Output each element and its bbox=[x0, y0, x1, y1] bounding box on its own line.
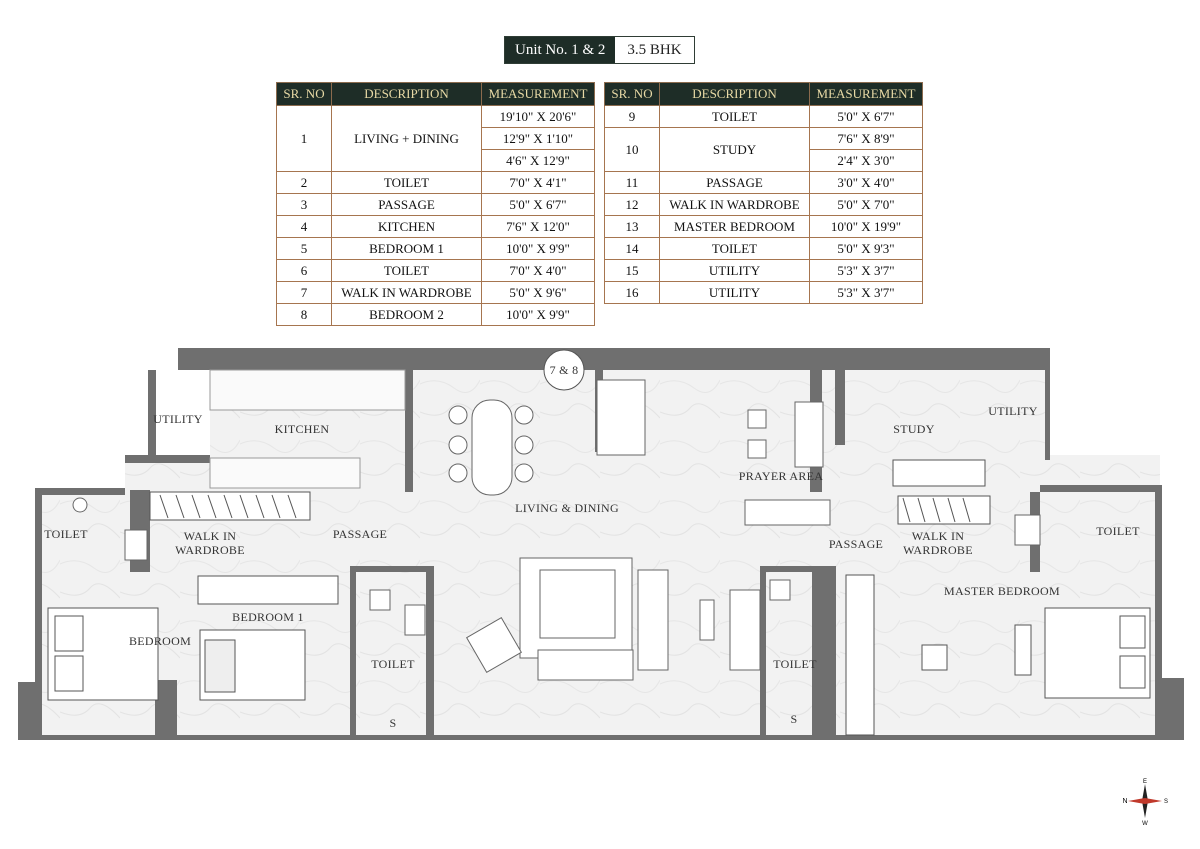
label-toilet-left: TOILET bbox=[44, 527, 88, 541]
measurement-cell: 12'9" X 1'10" bbox=[482, 128, 595, 150]
description-cell: WALK IN WARDROBE bbox=[332, 282, 482, 304]
table-row bbox=[605, 282, 923, 304]
unit-type: 3.5 BHK bbox=[615, 37, 693, 63]
compass-s: S bbox=[1163, 799, 1169, 805]
table-row bbox=[277, 260, 595, 282]
label-walk-in-right-1: WALK IN bbox=[911, 529, 965, 543]
table-row bbox=[277, 216, 595, 238]
measurement-cell: 4'6" X 12'9" bbox=[482, 150, 595, 172]
label-bedroom: BEDROOM bbox=[128, 634, 192, 648]
sr-no-cell: 6 bbox=[277, 260, 332, 282]
sr-no-cell: 12 bbox=[605, 194, 660, 216]
label-toilet-mid-left: TOILET bbox=[371, 657, 415, 671]
description-cell: TOILET bbox=[660, 238, 810, 260]
label-walk-in-left-2: WARDROBE bbox=[175, 543, 245, 557]
label-shaft-left: S bbox=[389, 716, 397, 730]
bedroom-1-bed bbox=[200, 630, 305, 700]
sr-no-cell: 13 bbox=[605, 216, 660, 238]
compass-n: N bbox=[1122, 798, 1128, 805]
description-cell: PASSAGE bbox=[660, 172, 810, 194]
description-cell: UTILITY bbox=[660, 260, 810, 282]
description-cell: BEDROOM 2 bbox=[332, 304, 482, 326]
sr-no-cell: 4 bbox=[277, 216, 332, 238]
measurement-cell: 5'0" X 9'3" bbox=[810, 238, 923, 260]
label-toilet-right: TOILET bbox=[1096, 524, 1140, 538]
measurement-cell: 7'6" X 12'0" bbox=[482, 216, 595, 238]
header-description: DESCRIPTION bbox=[332, 83, 482, 106]
sr-no-cell: 10 bbox=[605, 128, 660, 172]
label-walk-in-right-2: WARDROBE bbox=[903, 543, 973, 557]
table-row bbox=[605, 260, 923, 282]
kitchen-counter-top bbox=[210, 370, 405, 410]
label-passage-right: PASSAGE bbox=[828, 537, 884, 551]
description-cell: STUDY bbox=[660, 128, 810, 172]
lift-label: 7 & 8 bbox=[549, 363, 579, 377]
measurement-cell: 10'0" X 9'9" bbox=[482, 304, 595, 326]
header-measurement: MEASUREMENT bbox=[810, 83, 923, 106]
sr-no-cell: 14 bbox=[605, 238, 660, 260]
dining-table bbox=[449, 400, 533, 495]
table-row bbox=[277, 238, 595, 260]
sr-no-cell: 15 bbox=[605, 260, 660, 282]
measurement-cell: 10'0" X 19'9" bbox=[810, 216, 923, 238]
description-cell: WALK IN WARDROBE bbox=[660, 194, 810, 216]
description-cell: TOILET bbox=[332, 260, 482, 282]
table-row bbox=[605, 216, 923, 238]
table-header-row bbox=[605, 83, 923, 106]
table-row bbox=[605, 194, 923, 216]
sr-no-cell: 1 bbox=[277, 106, 332, 172]
table-row bbox=[277, 282, 595, 304]
measurement-cell: 5'0" X 6'7" bbox=[810, 106, 923, 128]
header-sr: SR. NO bbox=[605, 83, 660, 106]
header-sr: SR. NO bbox=[277, 83, 332, 106]
compass-icon bbox=[1120, 776, 1170, 826]
table-row bbox=[605, 106, 923, 128]
label-master-bedroom: MASTER BEDROOM bbox=[944, 584, 1060, 598]
table-row bbox=[605, 172, 923, 194]
description-cell: MASTER BEDROOM bbox=[660, 216, 810, 238]
compass-w: W bbox=[1142, 821, 1148, 826]
measurement-cell: 5'0" X 6'7" bbox=[482, 194, 595, 216]
sr-no-cell: 16 bbox=[605, 282, 660, 304]
description-cell: TOILET bbox=[332, 172, 482, 194]
sr-no-cell: 7 bbox=[277, 282, 332, 304]
label-shaft-right: S bbox=[790, 712, 798, 726]
label-passage-left: PASSAGE bbox=[332, 527, 388, 541]
label-utility-left: UTILITY bbox=[153, 412, 203, 426]
label-bedroom-1: BEDROOM 1 bbox=[232, 610, 304, 624]
sr-no-cell: 11 bbox=[605, 172, 660, 194]
measurement-cell: 7'0" X 4'1" bbox=[482, 172, 595, 194]
unit-badge bbox=[504, 36, 695, 64]
label-utility-right: UTILITY bbox=[988, 404, 1038, 418]
table-row bbox=[277, 106, 595, 128]
floor-plan bbox=[0, 340, 1200, 790]
measurement-cell: 19'10" X 20'6" bbox=[482, 106, 595, 128]
measurement-table-left bbox=[276, 82, 595, 326]
measurement-cell: 5'0" X 7'0" bbox=[810, 194, 923, 216]
table-row bbox=[605, 238, 923, 260]
description-cell: UTILITY bbox=[660, 282, 810, 304]
description-cell: KITCHEN bbox=[332, 216, 482, 238]
measurement-cell: 5'3" X 3'7" bbox=[810, 260, 923, 282]
description-cell: BEDROOM 1 bbox=[332, 238, 482, 260]
measurement-cell: 2'4" X 3'0" bbox=[810, 150, 923, 172]
header-measurement: MEASUREMENT bbox=[482, 83, 595, 106]
compass-e: E bbox=[1142, 779, 1148, 785]
unit-number: Unit No. 1 & 2 bbox=[505, 37, 615, 63]
sr-no-cell: 5 bbox=[277, 238, 332, 260]
table-row bbox=[277, 304, 595, 326]
header-description: DESCRIPTION bbox=[660, 83, 810, 106]
label-living-dining: LIVING & DINING bbox=[515, 501, 619, 515]
sr-no-cell: 3 bbox=[277, 194, 332, 216]
table-header-row bbox=[277, 83, 595, 106]
table-row bbox=[277, 194, 595, 216]
sr-no-cell: 9 bbox=[605, 106, 660, 128]
kitchen-counter-bottom bbox=[210, 458, 360, 488]
label-walk-in-left-1: WALK IN bbox=[183, 529, 237, 543]
measurement-cell: 7'6" X 8'9" bbox=[810, 128, 923, 150]
description-cell: PASSAGE bbox=[332, 194, 482, 216]
label-toilet-mid-right: TOILET bbox=[773, 657, 817, 671]
measurement-cell: 5'0" X 9'6" bbox=[482, 282, 595, 304]
description-cell: LIVING + DINING bbox=[332, 106, 482, 172]
measurement-table-right bbox=[604, 82, 923, 304]
measurement-cell: 3'0" X 4'0" bbox=[810, 172, 923, 194]
measurement-cell: 5'3" X 3'7" bbox=[810, 282, 923, 304]
table-row bbox=[277, 172, 595, 194]
sr-no-cell: 8 bbox=[277, 304, 332, 326]
measurement-cell: 10'0" X 9'9" bbox=[482, 238, 595, 260]
bedroom-bed bbox=[48, 608, 158, 700]
measurement-cell: 7'0" X 4'0" bbox=[482, 260, 595, 282]
sr-no-cell: 2 bbox=[277, 172, 332, 194]
table-row bbox=[605, 128, 923, 150]
label-study: STUDY bbox=[893, 422, 935, 436]
label-prayer-area: PRAYER AREA bbox=[738, 469, 824, 483]
description-cell: TOILET bbox=[660, 106, 810, 128]
label-kitchen: KITCHEN bbox=[274, 422, 330, 436]
